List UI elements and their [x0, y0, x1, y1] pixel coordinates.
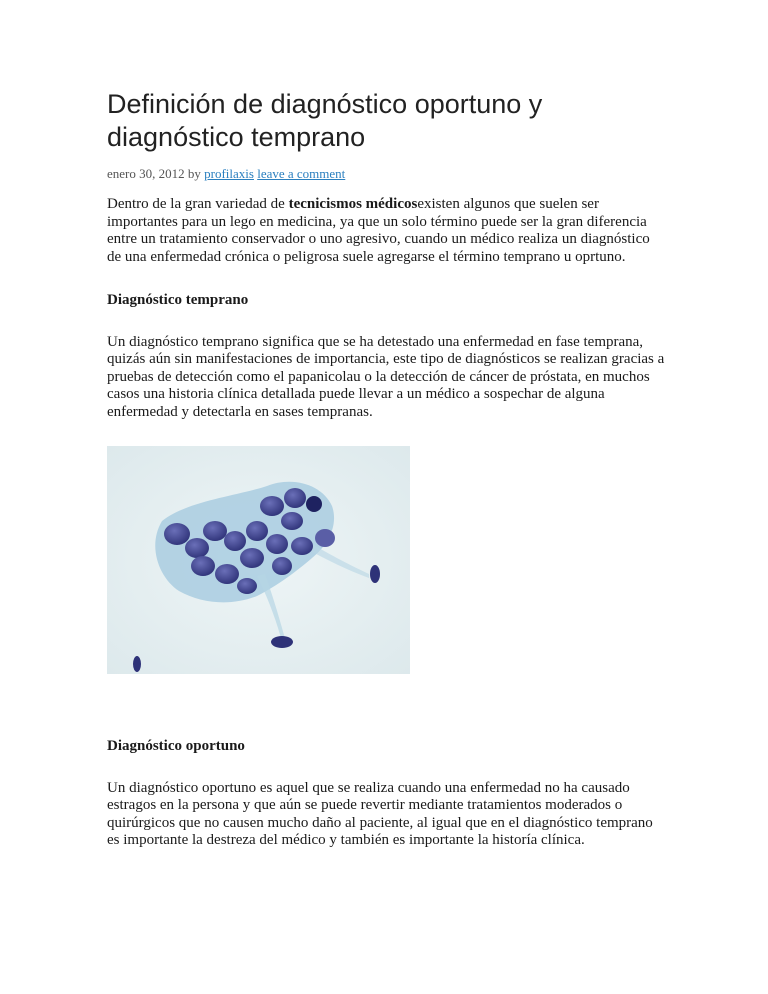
intro-text-after: existen algunos que suelen ser importantes para un lego en medicina, ya que un solo término puede ser la gran diferencia entre un tratamiento conservador o uno agresivo, cuando un médico realiza un diagnóstico de una enfermedad crónica o peligrosa suele agregarse el término temprano u oprtuno. [107, 196, 650, 265]
intro-paragraph [107, 196, 667, 266]
leave-comment-link[interactable]: leave a comment [257, 166, 346, 181]
post-meta [107, 166, 667, 182]
article [107, 88, 667, 850]
cytology-image [107, 446, 410, 674]
post-date: enero 30, 2012 [107, 166, 185, 181]
post-by: by [187, 166, 201, 181]
section-heading-temprano: Diagnóstico temprano [107, 292, 249, 308]
article-title: Definición de diagnóstico oportuno y diagnóstico temprano [107, 89, 543, 152]
intro-text-before: Dentro de la gran variedad de [107, 196, 289, 212]
author-link[interactable]: profilaxis [204, 166, 254, 181]
section-body-temprano: Un diagnóstico temprano significa que se ha detestado una enfermedad en fase temprana, quizás aún sin manifestaciones de importancia, este tipo de diagnósticos se realizan gracias a pruebas de detección como el papanicolau o la detección de cáncer de próstata, en muchos casos una historia clínica detallada puede llevar a un médico a sospechar de alguna enfermedad y detectarla en sases tempranas. [107, 333, 665, 420]
intro-bold-term: tecnicismos médicos [288, 196, 418, 212]
cytology-illustration [107, 446, 410, 674]
section-heading-oportuno: Diagnóstico oportuno [107, 738, 245, 754]
section-body-oportuno: Un diagnóstico oportuno es aquel que se realiza cuando una enfermedad no ha causado estragos en la persona y que aún se puede revertir mediante tratamientos moderados o quirúrgicos que no causen mucho daño al paciente, al igual que en el diagnóstico temprano es importante la destreza del médico y también es importante la historía clínica. [107, 779, 653, 848]
